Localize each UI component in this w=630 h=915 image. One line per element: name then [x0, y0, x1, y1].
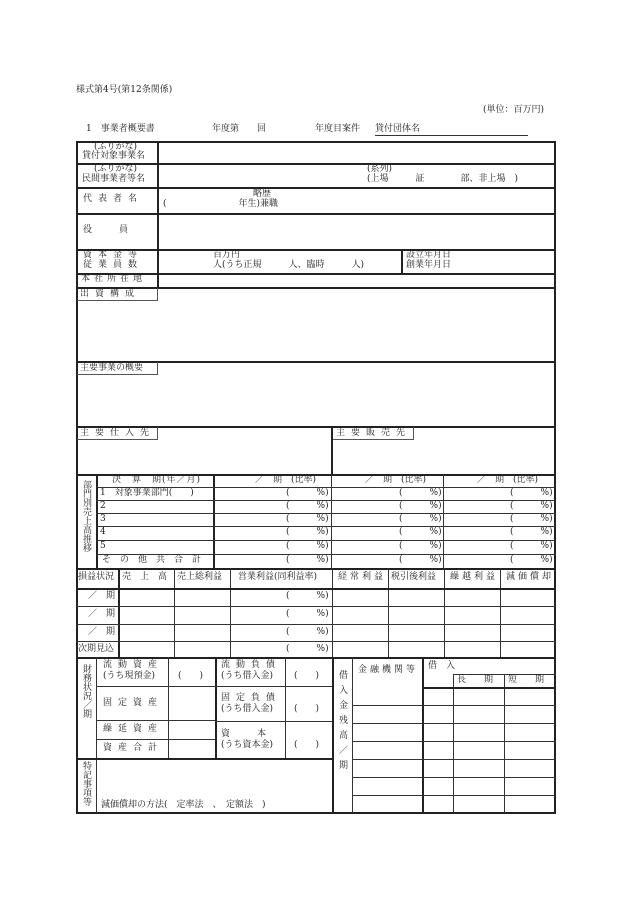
ratio-cell: ( %) — [510, 527, 553, 537]
private-operator-label: 民間事業者等名 — [82, 174, 146, 184]
of-borrow-label-1: (うち借入金) — [221, 671, 274, 681]
ratio-cell: ( %) — [510, 514, 553, 524]
birth-year-label: ( 年生)兼職 — [163, 199, 279, 209]
short-term-label: 短 期 — [508, 675, 545, 685]
ratio-cell: ( %) — [399, 541, 442, 551]
ratio-cell: ( %) — [399, 555, 442, 565]
long-term-label: 長 期 — [457, 675, 494, 685]
borrow-label: 借 入 — [428, 661, 456, 671]
ratio-cell: ( %) — [399, 501, 442, 511]
customers-label: 主要販売先 — [333, 427, 414, 440]
ratio-cell: ( %) — [510, 555, 553, 565]
ratio-cell: ( %) — [510, 501, 553, 511]
year-case: 年度目案件 — [315, 124, 361, 134]
borrow-paren-2: ( ) — [294, 704, 320, 714]
cash-paren: ( ) — [178, 671, 204, 681]
affiliation-label: (系列) — [367, 164, 393, 174]
capital-paren: ( ) — [294, 740, 320, 750]
pl-header-operating-profit: 営業利益(同利益率) — [238, 572, 318, 582]
staff-breakdown: 人(うち正規 人、臨時 人) — [213, 260, 365, 270]
form-number: 様式第4号(第12条関係) — [76, 85, 173, 95]
target-project-label: 貸付対象事業名 — [82, 151, 146, 161]
total-assets-label: 資産合計 — [103, 743, 164, 753]
pl-header-ordinary-profit: 経常利益 — [338, 572, 387, 582]
depreciation-method: 減価償却の方法( 定率法 、 定額法 ) — [101, 800, 266, 810]
institution-label: 金融機関等 — [358, 665, 419, 675]
pl-ratio-cell: ( %) — [286, 609, 329, 619]
established-label: 設立年月日 — [406, 250, 452, 260]
fixed-liab-label: 固定負債 — [221, 693, 282, 703]
career-label: 略歴 — [253, 189, 272, 199]
segment-row-total: そ の 他 共 合 計 — [102, 555, 202, 565]
segment-row-5: 5 — [100, 541, 106, 551]
segment-col-1: ／ 期 (比率) — [255, 475, 317, 485]
officers-label: 役 員 — [83, 225, 129, 235]
fixed-assets-label: 固定資産 — [103, 698, 164, 708]
pl-header-status: 損益状況 — [78, 572, 115, 582]
ratio-cell: ( %) — [286, 541, 329, 551]
pl-ratio-cell: ( %) — [286, 644, 329, 654]
current-assets-label: 流動資産 — [103, 660, 164, 670]
ratio-cell: ( %) — [399, 488, 442, 498]
pl-header-net-profit: 税引後利益 — [391, 572, 437, 582]
unit-label: (単位：百万円) — [483, 105, 545, 115]
pl-period-forecast: 次期見込 — [78, 644, 115, 654]
segment-row-2: 2 — [100, 501, 106, 511]
ratio-cell: ( %) — [399, 514, 442, 524]
segment-header-period: 決 算 期(年／月) — [112, 475, 202, 485]
of-capital-label: (うち資本金) — [221, 740, 274, 750]
pl-period-3: ／ 期 — [88, 627, 116, 637]
segment-row-3: 3 — [100, 514, 106, 524]
capital-fin-label: 資 本 — [221, 729, 267, 739]
investment-label: 出資構成 — [77, 288, 158, 301]
furigana-1: (ふりがな) — [94, 142, 138, 152]
employees-label: 従業員数 — [83, 260, 144, 270]
segment-row-4: 4 — [100, 527, 106, 537]
million-yen-label: 百万円 — [213, 250, 241, 260]
lender-underline — [375, 135, 528, 136]
representative-label: 代表者名 — [83, 194, 144, 204]
ratio-cell: ( %) — [510, 488, 553, 498]
pl-header-gross-profit: 売上総利益 — [177, 572, 223, 582]
founded-label: 創業年月日 — [406, 260, 452, 270]
ratio-cell: ( %) — [286, 555, 329, 565]
listing-label: (上場 証 部、非上場 ) — [367, 174, 519, 184]
pl-ratio-cell: ( %) — [286, 591, 329, 601]
ratio-cell: ( %) — [286, 501, 329, 511]
ratio-cell: ( %) — [399, 527, 442, 537]
pl-header-sales: 売 上 高 — [122, 572, 168, 582]
borrow-paren-1: ( ) — [294, 671, 320, 681]
main-business-label: 主要事業の概要 — [77, 362, 158, 375]
section-title: 1 事業者概要書 — [86, 124, 155, 134]
capital-label: 資本金等 — [83, 250, 144, 260]
suppliers-label: 主要仕入先 — [77, 427, 158, 440]
finance-side-label: 財務状況／期 — [81, 664, 91, 718]
segment-col-2: ／ 期 (比率) — [365, 475, 427, 485]
pl-header-depreciation: 減価償却 — [506, 572, 555, 582]
pl-period-1: ／ 期 — [88, 591, 116, 601]
pl-ratio-cell: ( %) — [286, 627, 329, 637]
segment-row-1: 1 対象事業部門( ) — [100, 488, 194, 498]
of-cash-label: (うち現預金) — [103, 671, 156, 681]
current-liab-label: 流動負債 — [221, 660, 282, 670]
of-borrow-label-2: (うち借入金) — [221, 704, 274, 714]
ratio-cell: ( %) — [286, 514, 329, 524]
segment-side-label: 部門別売上高推移 — [81, 480, 91, 552]
deferred-assets-label: 繰延資産 — [103, 724, 164, 734]
ratio-cell: ( %) — [510, 541, 553, 551]
loans-side-label: 借入金残高／期 — [337, 670, 347, 775]
pl-period-2: ／ 期 — [88, 609, 116, 619]
ratio-cell: ( %) — [286, 527, 329, 537]
ratio-cell: ( %) — [286, 488, 329, 498]
segment-col-3: ／ 期 (比率) — [477, 475, 539, 485]
notes-side-label: 特記事項等 — [81, 761, 91, 806]
furigana-2: (ふりがな) — [94, 164, 138, 174]
pl-header-retained: 繰越利益 — [450, 572, 499, 582]
year-round: 年度第 回 — [212, 124, 267, 134]
lender-label: 貸付団体名 — [375, 124, 421, 134]
hq-address-label: 本社所在地 — [81, 274, 147, 284]
